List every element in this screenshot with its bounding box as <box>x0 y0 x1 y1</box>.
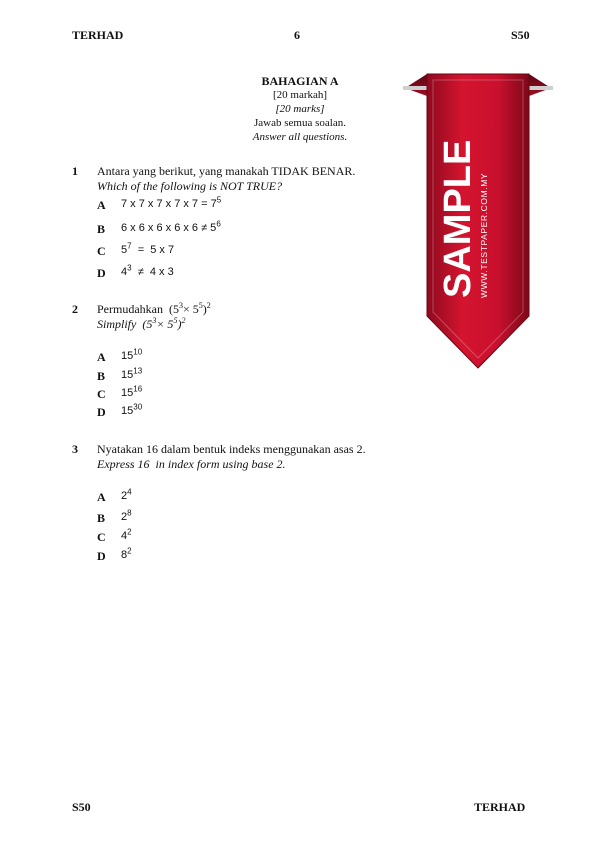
option-exponent: 5 <box>216 195 222 205</box>
header-left: TERHAD <box>72 28 124 42</box>
option-letter: A <box>97 198 106 212</box>
question-3-text-ms: Nyatakan 16 dalam bentuk indeks menggunakan asas 2. <box>97 442 366 456</box>
option-letter: B <box>97 369 106 383</box>
question-2-text <box>97 302 211 332</box>
section-title: BAHAGIAN A <box>261 74 339 88</box>
option-letter: B <box>97 511 106 525</box>
option-text: 7 x 7 x 7 x 7 x 7 = 7 <box>121 198 217 210</box>
option-letter: D <box>97 549 106 563</box>
question-2-expression-en: $(5^3\times 5^5)^2$ <box>142 316 186 331</box>
option-letter: D <box>97 405 106 419</box>
section-instr-en: Answer all questions. <box>252 131 348 143</box>
section-heading <box>200 74 400 144</box>
question-2-text-en: Simplify <box>97 317 137 331</box>
option-exponent: 16 <box>133 384 143 394</box>
option-exponent: 7 <box>127 241 132 251</box>
option-text: 2 <box>121 511 128 523</box>
option-exponent: 3 <box>127 263 132 273</box>
option-tail: ≠ 4 x 3 <box>131 266 174 278</box>
question-3-number: 3 <box>72 442 78 456</box>
question-1-number: 1 <box>72 164 78 178</box>
question-2-text-ms: Permudahkan <box>97 302 163 316</box>
footer-left: S50 <box>72 800 91 814</box>
option-text: 5 <box>121 244 128 256</box>
option-text: 15 <box>121 405 134 417</box>
sample-watermark-ribbon <box>403 66 553 376</box>
option-exponent: 8 <box>127 508 132 518</box>
option-text: 4 <box>121 266 128 278</box>
option-exponent: 30 <box>133 402 143 412</box>
question-1-text-ms: Antara yang berikut, yang manakah TIDAK BENAR. <box>97 164 356 178</box>
option-letter: D <box>97 266 106 280</box>
section-marks-en: [20 marks] <box>275 103 325 115</box>
option-exponent: 4 <box>127 487 132 497</box>
option-letter: A <box>97 490 106 504</box>
option-text: 15 <box>121 387 134 399</box>
footer-right: TERHAD <box>474 800 526 814</box>
question-1-text <box>97 164 355 194</box>
option-exponent: 2 <box>127 527 132 537</box>
option-text: 2 <box>121 490 128 502</box>
question-2-number: 2 <box>72 302 78 316</box>
option-exponent: 6 <box>216 219 221 229</box>
question-1-text-en: Which of the following is NOT TRUE? <box>97 179 283 193</box>
option-letter: C <box>97 530 106 544</box>
ribbon-fold-left <box>405 74 427 96</box>
option-text: 15 <box>121 369 134 381</box>
section-marks-ms: [20 markah] <box>272 89 328 101</box>
section-instr-ms: Jawab semua soalan. <box>254 117 346 129</box>
option-letter: C <box>97 387 106 401</box>
option-letter: A <box>97 350 106 364</box>
option-text: 4 <box>121 530 128 542</box>
option-tail: = 5 x 7 <box>131 244 175 256</box>
question-3-text <box>97 442 366 472</box>
option-text: 6 x 6 x 6 x 6 x 6 ≠ 5 <box>121 222 217 234</box>
option-letter: C <box>97 244 106 258</box>
option-exponent: 10 <box>133 347 143 357</box>
question-2-expression: $(5^3\times 5^5)^2$ <box>168 301 211 316</box>
page-number: 6 <box>294 28 300 42</box>
header-right: S50 <box>511 28 530 42</box>
option-exponent: 2 <box>127 546 132 556</box>
watermark-word: SAMPLE <box>437 139 479 298</box>
option-letter: B <box>97 222 106 236</box>
ribbon-fold-right <box>529 74 551 96</box>
question-3-text-en: Express 16 in index form using base 2. <box>97 457 286 471</box>
option-text: 8 <box>121 549 128 561</box>
option-text: 15 <box>121 350 134 362</box>
option-exponent: 13 <box>133 366 143 376</box>
watermark-site: WWW.TESTPAPER.COM.MY <box>479 172 489 298</box>
